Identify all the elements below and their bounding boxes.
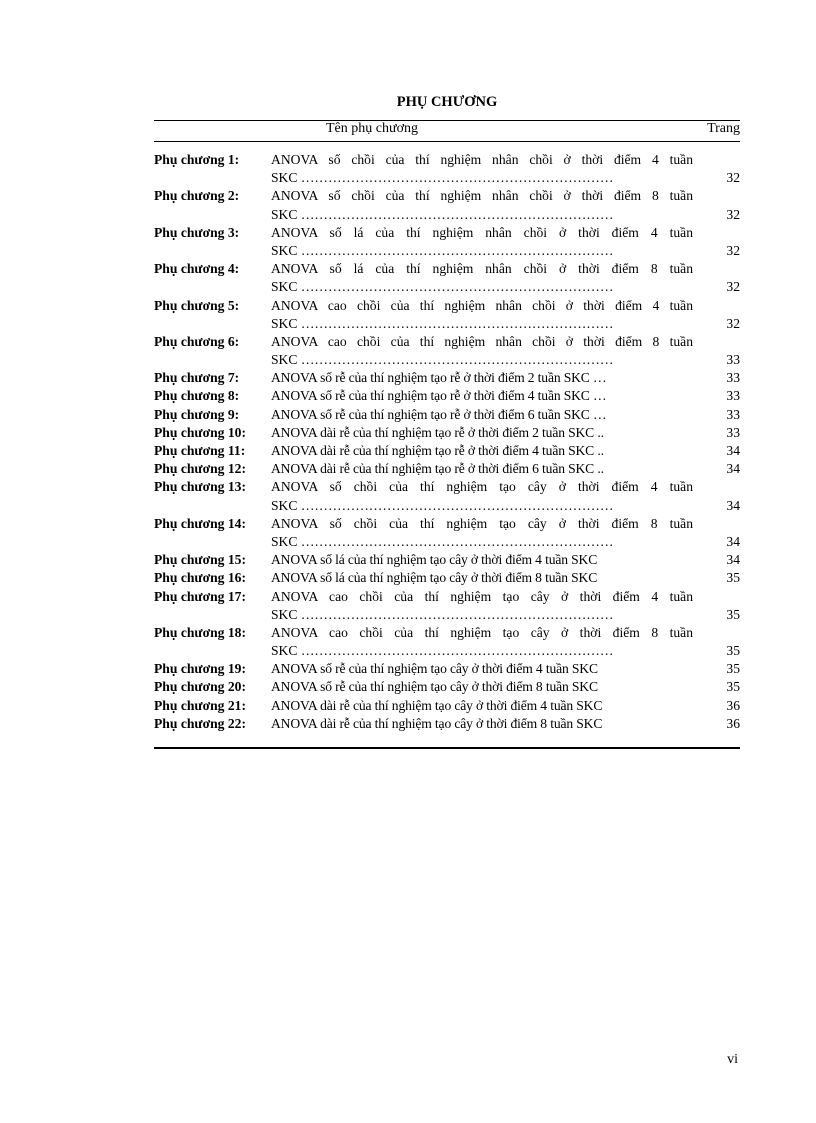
entry-title: ANOVA số lá của thí nghiệm nhân chồi ở thời điểm 8 tuần <box>271 261 693 277</box>
entry-page: 33 <box>726 388 740 404</box>
entry-label: Phụ chương 20: <box>154 679 246 695</box>
entry-title: ANOVA dài rễ của thí nghiệm tạo rễ ở thời điểm 6 tuần SKC .. <box>271 461 604 477</box>
entry-label: Phụ chương 12: <box>154 461 246 477</box>
entry-title: ANOVA cao chồi của thí nghiệm tạo cây ở thời điểm 4 tuần <box>271 588 693 604</box>
entry-title-continuation: SKC …………………………………………………………… <box>271 643 614 659</box>
page-number: vi <box>727 1052 738 1067</box>
name-column-header: Tên phụ chương <box>326 121 418 136</box>
entry-title: ANOVA số chồi của thí nghiệm tạo cây ở thời điểm 8 tuần <box>271 515 693 531</box>
entry-page: 34 <box>726 552 740 568</box>
appendix-entry[interactable] <box>154 387 740 405</box>
entry-title: ANOVA số lá của thí nghiệm nhân chồi ở thời điểm 4 tuần <box>271 224 693 240</box>
entry-page: 36 <box>726 715 740 731</box>
entry-page: 34 <box>726 461 740 477</box>
entry-title: ANOVA dài rễ của thí nghiệm tạo rễ ở thời điểm 4 tuần SKC .. <box>271 443 604 458</box>
entry-page: 34 <box>726 497 740 513</box>
entry-title-continuation: SKC …………………………………………………………… <box>271 170 614 186</box>
appendix-entry[interactable] <box>154 151 740 187</box>
entry-page: 32 <box>726 206 740 222</box>
entry-label: Phụ chương 15: <box>154 552 246 568</box>
entry-title-continuation: SKC …………………………………………………………… <box>271 242 614 258</box>
appendix-entry[interactable] <box>154 369 740 387</box>
entry-label: Phụ chương 19: <box>154 661 246 677</box>
entry-label: Phụ chương 18: <box>154 624 246 640</box>
entry-label: Phụ chương 13: <box>154 479 246 495</box>
entry-title: ANOVA số rễ của thí nghiệm tạo rễ ở thời điểm 6 tuần SKC … <box>271 406 607 422</box>
entry-title: ANOVA dài rễ của thí nghiệm tạo cây ở thời điểm 4 tuần SKC <box>271 697 603 713</box>
entry-page: 33 <box>726 406 740 422</box>
entry-title: ANOVA dài rễ của thí nghiệm tạo rễ ở thời điểm 2 tuần SKC .. <box>271 424 604 440</box>
appendix-entry[interactable] <box>154 660 740 678</box>
entry-label: Phụ chương 16: <box>154 570 246 586</box>
entry-page: 35 <box>726 679 740 695</box>
page-column-header: Trang <box>707 121 740 136</box>
appendix-entry[interactable] <box>154 588 740 624</box>
appendix-entry[interactable] <box>154 224 740 260</box>
entry-title: ANOVA số rễ của thí nghiệm tạo cây ở thời điểm 8 tuần SKC <box>271 679 598 695</box>
entry-label: Phụ chương 14: <box>154 515 246 531</box>
entry-title-continuation: SKC …………………………………………………………… <box>271 279 614 295</box>
entry-label: Phụ chương 3: <box>154 224 240 240</box>
entry-page: 34 <box>726 443 740 458</box>
entry-page: 32 <box>726 170 740 186</box>
table-header <box>154 121 740 141</box>
appendix-entry[interactable] <box>154 333 740 369</box>
entry-page: 33 <box>726 370 740 386</box>
entry-title: ANOVA số chồi của thí nghiệm nhân chồi ở thời điểm 8 tuần <box>271 188 693 204</box>
appendix-entry[interactable] <box>154 678 740 696</box>
entry-title: ANOVA số rễ của thí nghiệm tạo rễ ở thời điểm 4 tuần SKC … <box>271 388 607 404</box>
entry-title: ANOVA cao chồi của thí nghiệm tạo cây ở thời điểm 8 tuần <box>271 624 693 640</box>
entry-title: ANOVA cao chồi của thí nghiệm nhân chồi ở thời điểm 8 tuần <box>271 333 693 349</box>
entry-label: Phụ chương 5: <box>154 297 240 313</box>
entry-label: Phụ chương 1: <box>154 152 240 167</box>
appendix-entry[interactable] <box>154 515 740 551</box>
appendix-entry[interactable] <box>154 406 740 424</box>
entry-label: Phụ chương 4: <box>154 261 240 277</box>
entry-title: ANOVA số lá của thí nghiệm tạo cây ở thời điểm 8 tuần SKC <box>271 570 598 586</box>
entry-page: 32 <box>726 279 740 295</box>
entry-page: 33 <box>726 352 740 368</box>
entry-title: ANOVA dài rễ của thí nghiệm tạo cây ở thời điểm 8 tuần SKC <box>271 715 603 731</box>
entry-label: Phụ chương 7: <box>154 370 240 386</box>
entry-title-continuation: SKC …………………………………………………………… <box>271 497 614 513</box>
entry-title-continuation: SKC …………………………………………………………… <box>271 206 614 222</box>
entry-page: 35 <box>726 661 740 677</box>
entry-title-continuation: SKC …………………………………………………………… <box>271 315 614 331</box>
page-title: PHỤ CHƯƠNG <box>396 94 498 110</box>
entry-title: ANOVA số lá của thí nghiệm tạo cây ở thời điểm 4 tuần SKC <box>271 552 598 568</box>
appendix-entry[interactable] <box>154 478 740 514</box>
appendix-entry[interactable] <box>154 442 740 460</box>
entry-label: Phụ chương 21: <box>154 697 246 713</box>
appendix-entry[interactable] <box>154 697 740 715</box>
entry-title: ANOVA số rễ của thí nghiệm tạo rễ ở thời điểm 2 tuần SKC … <box>271 370 607 386</box>
entry-label: Phụ chương 9: <box>154 406 240 422</box>
entry-label: Phụ chương 10: <box>154 424 246 440</box>
appendix-entry[interactable] <box>154 260 740 296</box>
entry-title-continuation: SKC …………………………………………………………… <box>271 606 614 622</box>
entry-page: 35 <box>726 606 740 622</box>
entry-label: Phụ chương 8: <box>154 388 240 404</box>
entry-label: Phụ chương 6: <box>154 333 240 349</box>
appendix-entry[interactable] <box>154 624 740 660</box>
entry-title: ANOVA cao chồi của thí nghiệm nhân chồi ở thời điểm 4 tuần <box>271 297 693 313</box>
entry-title-continuation: SKC …………………………………………………………… <box>271 352 614 368</box>
entry-label: Phụ chương 11: <box>154 443 246 458</box>
appendix-entry[interactable] <box>154 187 740 223</box>
entry-page: 34 <box>726 533 740 549</box>
entry-title-continuation: SKC …………………………………………………………… <box>271 533 614 549</box>
appendix-entry[interactable] <box>154 715 740 733</box>
entry-page: 32 <box>726 242 740 258</box>
appendix-entry[interactable] <box>154 551 740 569</box>
header-rule <box>154 141 740 142</box>
entry-label: Phụ chương 2: <box>154 188 240 204</box>
entry-page: 35 <box>726 570 740 586</box>
entry-label: Phụ chương 22: <box>154 715 246 731</box>
entry-page: 36 <box>726 697 740 713</box>
appendix-entry[interactable] <box>154 460 740 478</box>
bottom-rule <box>154 747 740 749</box>
appendix-entry[interactable] <box>154 297 740 333</box>
entry-page: 32 <box>726 315 740 331</box>
entry-page: 35 <box>726 643 740 659</box>
entry-page: 33 <box>726 424 740 440</box>
entry-title: ANOVA số rễ của thí nghiệm tạo cây ở thời điểm 4 tuần SKC <box>271 661 598 677</box>
entry-label: Phụ chương 17: <box>154 588 246 604</box>
entry-title: ANOVA số chồi của thí nghiệm nhân chồi ở thời điểm 4 tuần <box>271 152 693 167</box>
entry-title: ANOVA số chồi của thí nghiệm tạo cây ở thời điểm 4 tuần <box>271 479 693 495</box>
appendix-list <box>154 151 740 733</box>
appendix-entry[interactable] <box>154 569 740 587</box>
appendix-entry[interactable] <box>154 424 740 442</box>
